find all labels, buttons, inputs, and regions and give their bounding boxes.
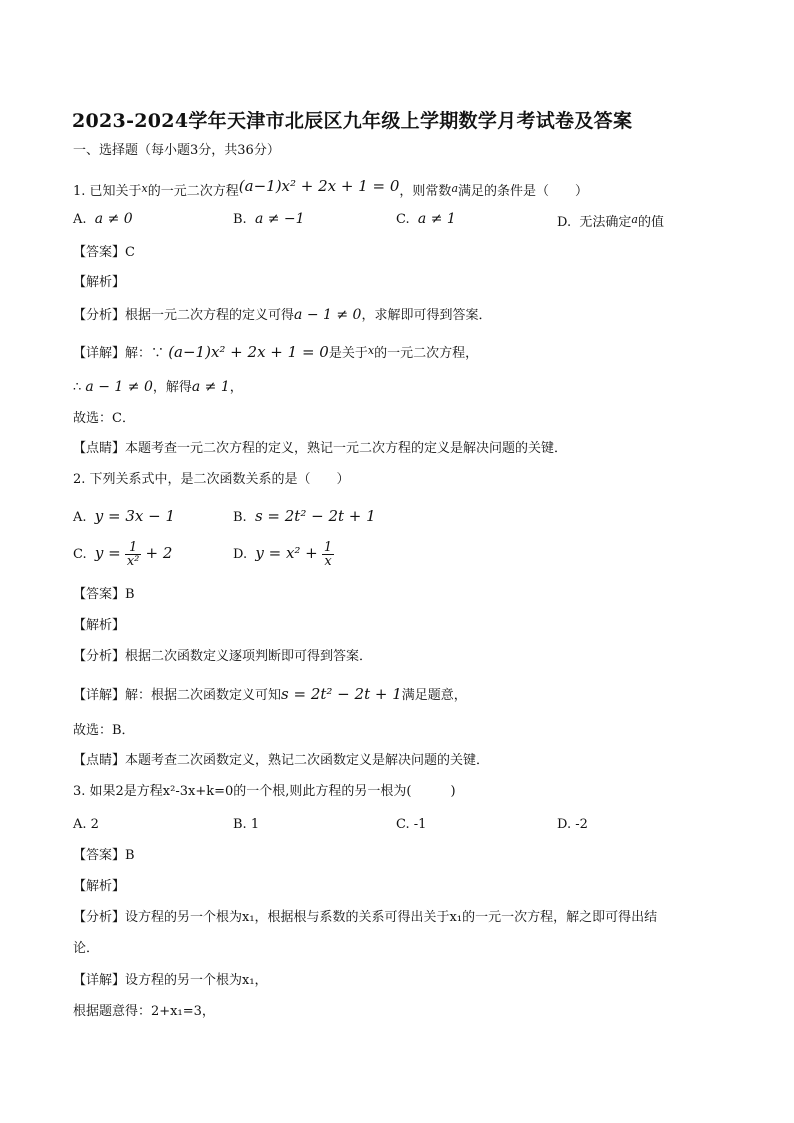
dianjing-tag: 【点睛】 bbox=[73, 441, 126, 456]
q1-option-a bbox=[73, 211, 133, 227]
xiangjie-text: 满足题意， bbox=[401, 688, 467, 703]
xiangjie-text: 的一元二次方程， bbox=[374, 346, 479, 361]
fenxi-tag: 【分析】 bbox=[73, 308, 126, 323]
dianjing-text: 本题考查一元二次方程的定义，熟记一元二次方程的定义是解决问题的关键． bbox=[125, 441, 568, 456]
q2-option-b bbox=[233, 507, 376, 525]
fraction bbox=[125, 541, 142, 568]
xiangjie-text: 解： bbox=[125, 346, 152, 361]
option-value: a ≠ 0 bbox=[94, 211, 133, 227]
q1-therefore bbox=[73, 378, 243, 397]
xiangjie-tag: 【详解】 bbox=[73, 973, 126, 988]
q1-fenxi bbox=[73, 306, 491, 325]
option-label: D. bbox=[557, 215, 572, 230]
xiangjie-text: 设方程的另一个根为x₁， bbox=[125, 973, 268, 988]
q1-stem-c: ，则常数 bbox=[399, 184, 452, 199]
dianjing-text: 本题考查二次函数定义，熟记二次函数定义是解决问题的关键． bbox=[125, 753, 490, 768]
fraction bbox=[322, 541, 334, 568]
fraction-numerator: 1 bbox=[323, 540, 333, 555]
xiangjie-text: 解：根据二次函数定义可知 bbox=[125, 688, 282, 703]
fenxi-text: 根据一元二次方程的定义可得 bbox=[125, 308, 295, 323]
q3-fenxi bbox=[73, 909, 657, 927]
answer-value: B bbox=[125, 848, 135, 863]
q2-analysis-tag: 【解析】 bbox=[73, 618, 126, 633]
q2-choose: 故选：B． bbox=[73, 723, 135, 738]
option-rhs: + 2 bbox=[145, 544, 173, 562]
q1-analysis-tag: 【解析】 bbox=[73, 275, 126, 290]
q1-equation: (a−1)x² + 2x + 1 = 0 bbox=[238, 177, 400, 195]
option-text: 无法确定 bbox=[579, 215, 632, 230]
answer-tag: 【答案】 bbox=[73, 848, 126, 863]
therefore-math2: a ≠ 1 bbox=[191, 379, 230, 395]
option-text: 的值 bbox=[637, 215, 664, 230]
q2-stem: 2. 下列关系式中，是二次函数关系的是（ ） bbox=[73, 472, 350, 487]
q1-option-b bbox=[233, 211, 305, 227]
q1-var-x: x bbox=[141, 182, 148, 195]
q3-option-c: C. -1 bbox=[396, 817, 427, 832]
q2-option-d bbox=[233, 541, 334, 568]
fraction-denominator: x bbox=[324, 554, 332, 569]
xiangjie-tag: 【详解】 bbox=[73, 688, 126, 703]
q2-answer bbox=[73, 586, 135, 604]
option-label: A. bbox=[73, 212, 87, 227]
q3-xiangjie bbox=[73, 972, 268, 990]
fraction-denominator: x² bbox=[126, 554, 140, 569]
dianjing-tag: 【点睛】 bbox=[73, 753, 126, 768]
q3-stem: 3. 如果2是方程x²-3x+k=0的一个根,则此方程的另一根为( ) bbox=[73, 784, 456, 799]
answer-tag: 【答案】 bbox=[73, 245, 126, 260]
option-label: D. bbox=[233, 547, 248, 562]
option-lhs: y = x² + bbox=[255, 544, 318, 562]
answer-tag: 【答案】 bbox=[73, 587, 126, 602]
option-lhs: y = bbox=[94, 544, 121, 562]
q3-fenxi-continued: 论． bbox=[73, 941, 100, 956]
xiangjie-tag: 【详解】 bbox=[73, 346, 126, 361]
option-value: y = 3x − 1 bbox=[94, 507, 176, 525]
q1-answer bbox=[73, 244, 135, 262]
because-symbol: ∵ bbox=[151, 346, 165, 361]
xiangjie-var: x bbox=[367, 344, 375, 357]
fenxi-tag: 【分析】 bbox=[73, 649, 126, 664]
q3-last-line: 根据题意得：2+x₁=3， bbox=[73, 1004, 215, 1019]
therefore-math: a − 1 ≠ 0 bbox=[85, 379, 153, 395]
fenxi-text: ，求解即可得到答案． bbox=[361, 308, 492, 323]
answer-value: B bbox=[125, 587, 135, 602]
q1-option-c bbox=[396, 211, 456, 227]
option-label: B. bbox=[233, 212, 247, 227]
q1-stem-d: 满足的条件是（ ） bbox=[458, 184, 589, 199]
q3-option-d: D. -2 bbox=[557, 817, 588, 832]
therefore-text: ，解得 bbox=[152, 380, 192, 395]
q1-option-d bbox=[557, 211, 664, 230]
q3-analysis-tag: 【解析】 bbox=[73, 879, 126, 894]
option-value: s = 2t² − 2t + 1 bbox=[254, 507, 376, 525]
xiangjie-math: s = 2t² − 2t + 1 bbox=[281, 685, 402, 703]
q3-option-a: A. 2 bbox=[73, 817, 99, 832]
xiangjie-math: (a−1)x² + 2x + 1 = 0 bbox=[168, 343, 329, 361]
q3-option-b: B. 1 bbox=[233, 817, 260, 832]
q1-choose: 故选：C． bbox=[73, 411, 135, 426]
option-value: a ≠ 1 bbox=[417, 211, 456, 227]
fraction-numerator: 1 bbox=[125, 541, 142, 555]
option-label: C. bbox=[396, 212, 410, 227]
xiangjie-text: 是关于 bbox=[328, 346, 368, 361]
q1-stem-a: 1. 已知关于 bbox=[73, 184, 142, 199]
q1-xiangjie bbox=[73, 342, 478, 363]
q2-dianjing bbox=[73, 752, 489, 770]
option-label: A. bbox=[73, 510, 87, 525]
option-label: C. bbox=[73, 547, 87, 562]
q2-option-a bbox=[73, 507, 175, 525]
section-heading: 一、选择题（每小题3分，共36分） bbox=[73, 143, 280, 158]
fenxi-math: a − 1 ≠ 0 bbox=[294, 307, 362, 323]
q1-var-a: a bbox=[451, 182, 458, 195]
fenxi-text: 根据二次函数定义逐项判断即可得到答案． bbox=[125, 649, 373, 664]
therefore-text: ， bbox=[229, 380, 243, 395]
answer-value: C bbox=[125, 245, 135, 260]
q2-option-c bbox=[73, 541, 172, 568]
fenxi-tag: 【分析】 bbox=[73, 910, 126, 925]
q1-dianjing bbox=[73, 440, 567, 458]
fenxi-text: 设方程的另一个根为x₁，根据根与系数的关系可得出关于x₁的一元一次方程，解之即可得出结 bbox=[125, 910, 658, 925]
q2-xiangjie bbox=[73, 685, 467, 705]
option-label: B. bbox=[233, 510, 247, 525]
therefore-symbol: ∴ bbox=[73, 380, 82, 395]
q3-answer bbox=[73, 847, 135, 865]
q1-stem-b: 的一元二次方程 bbox=[147, 184, 239, 199]
option-var: a bbox=[631, 213, 638, 226]
page-title: 2023-2024学年天津市北辰区九年级上学期数学月考试卷及答案 bbox=[72, 110, 633, 132]
q2-fenxi bbox=[73, 648, 372, 666]
option-value: a ≠ −1 bbox=[254, 211, 305, 227]
q1-stem bbox=[73, 177, 588, 201]
